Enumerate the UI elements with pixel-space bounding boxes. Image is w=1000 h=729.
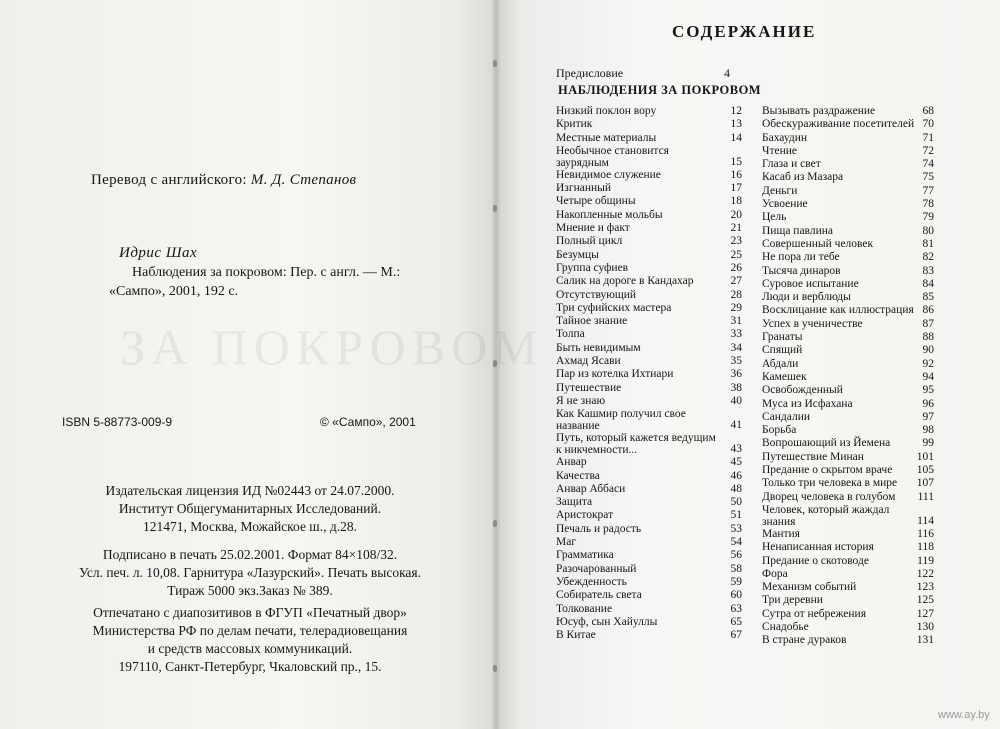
toc-entry <box>556 195 742 208</box>
toc-entry-title: Касаб из Мазара <box>762 171 844 184</box>
toc-entry-page: 72 <box>922 144 934 157</box>
toc-entry <box>556 408 742 432</box>
toc-entry-title: Суровое испытание <box>762 277 859 290</box>
toc-entry <box>556 275 742 288</box>
toc-entry-title: Невидимое служение <box>556 168 661 181</box>
toc-entry <box>556 169 742 182</box>
toc-entry <box>556 470 742 483</box>
toc-entry-title: Изгнанный <box>556 182 612 195</box>
toc-entry-page: 88 <box>922 331 934 344</box>
toc-title: СОДЕРЖАНИЕ <box>672 22 817 41</box>
toc-entry-title: Чтение <box>762 144 798 157</box>
toc-entry-page: 107 <box>916 477 934 490</box>
toc-entry <box>762 118 934 131</box>
printer-block <box>60 604 440 676</box>
toc-entry <box>762 555 934 568</box>
printer-line: Отпечатано с диапозитивов в ФГУП «Печатный двор» <box>93 605 407 620</box>
toc-entry-page: 50 <box>730 496 742 509</box>
toc-entry-title: Восклицание как иллюстрация <box>762 304 914 317</box>
toc-entry <box>762 621 934 634</box>
toc-entry-page: 83 <box>922 264 934 277</box>
toc-entry-title: Абдали <box>762 357 799 370</box>
toc-entry-title: Убежденность <box>556 575 627 588</box>
toc-entry <box>556 289 742 302</box>
toc-entry <box>762 464 934 477</box>
toc-entry-page: 38 <box>730 381 742 394</box>
toc-entry <box>762 528 934 541</box>
toc-entry <box>762 291 934 304</box>
toc-entry-title: Собиратель света <box>556 589 642 602</box>
toc-entry-page: 87 <box>922 317 934 330</box>
toc-entry <box>556 456 742 469</box>
toc-entry-title: Как Кашмир получил свое название <box>556 408 686 433</box>
toc-entry-page: 94 <box>922 370 934 383</box>
toc-entry-title: Салик на дороге в Кандахар <box>556 275 694 288</box>
toc-entry <box>762 634 934 647</box>
toc-entry <box>762 451 934 464</box>
toc-entry-page: 95 <box>922 384 934 397</box>
toc-entry-page: 97 <box>922 410 934 423</box>
toc-entry-page: 125 <box>916 594 934 607</box>
section-heading: НАБЛЮДЕНИЯ ЗА ПОКРОВОМ <box>558 83 762 97</box>
toc-entry-page: 43 <box>730 442 742 455</box>
toc-entry-title: Сандалии <box>762 410 811 423</box>
toc-entry <box>556 549 742 562</box>
toc-entry-title: Необычное становится заурядным <box>556 144 669 169</box>
toc-entry-title: Не пора ли тебе <box>762 251 840 264</box>
toc-entry-page: 35 <box>730 355 742 368</box>
toc-entry <box>762 278 934 291</box>
toc-entry-title: Снадобье <box>762 620 809 633</box>
toc-entry-title: Спящий <box>762 344 803 357</box>
toc-entry-title: Обескураживание посетителей <box>762 118 915 131</box>
toc-entry <box>556 368 742 381</box>
toc-entry <box>556 382 742 395</box>
toc-entry-page: 25 <box>730 248 742 261</box>
toc-entry-title: Гранаты <box>762 331 803 344</box>
toc-entry <box>762 265 934 278</box>
printer-line: 197110, Санкт-Петербург, Чкаловский пр., 15. <box>118 659 382 674</box>
toc-entry-page: 45 <box>730 456 742 469</box>
toc-entry <box>762 504 934 528</box>
toc-entry-title: Цель <box>762 211 787 224</box>
toc-entry-page: 51 <box>730 509 742 522</box>
spine-stitch <box>493 60 497 67</box>
toc-entry-title: Мантия <box>762 527 800 540</box>
site-watermark: www.ay.by <box>938 709 990 721</box>
toc-entry-page: 20 <box>730 208 742 221</box>
toc-entry <box>556 589 742 602</box>
toc-entry <box>556 432 742 456</box>
toc-entry-title: Местные материалы <box>556 131 657 144</box>
toc-entry-page: 68 <box>922 105 934 117</box>
toc-entry-page: 12 <box>730 105 742 117</box>
toc-entry <box>762 238 934 251</box>
toc-entry-title: Качества <box>556 469 600 482</box>
license-line: 121471, Москва, Можайское ш., д.28. <box>143 519 357 534</box>
toc-entry-title: Пар из котелка Ихтиари <box>556 368 674 381</box>
toc-entry-title: Полный цикл <box>556 235 623 248</box>
toc-entry-page: 71 <box>922 131 934 144</box>
spine-stitch <box>493 205 497 212</box>
toc-entry-page: 92 <box>922 357 934 370</box>
toc-entry <box>762 171 934 184</box>
toc-entry-title: В стране дураков <box>762 634 847 647</box>
toc-entry-title: Только три человека в мире <box>762 477 898 490</box>
toc-entry-title: В Китае <box>556 629 596 642</box>
toc-entry-page: 131 <box>916 634 934 647</box>
toc-entry-page: 65 <box>730 615 742 628</box>
toc-entry <box>556 536 742 549</box>
toc-entry-title: Человек, который жаждал знания <box>762 503 890 528</box>
toc-entry-title: Критик <box>556 118 593 131</box>
toc-entry <box>762 105 934 118</box>
toc-entry-page: 105 <box>916 464 934 477</box>
toc-entry <box>762 424 934 437</box>
toc-entry-title: Освобожденный <box>762 384 843 397</box>
translator-line <box>91 172 356 189</box>
toc-entry-page: 116 <box>917 527 934 540</box>
toc-entry-title: Тайное знание <box>556 315 628 328</box>
toc-entry <box>762 211 934 224</box>
license-block <box>60 482 440 536</box>
toc-entry <box>556 395 742 408</box>
toc-entry <box>556 629 742 642</box>
toc-entry <box>556 496 742 509</box>
toc-entry-page: 46 <box>730 469 742 482</box>
toc-entry-page: 58 <box>730 562 742 575</box>
toc-entry <box>762 358 934 371</box>
toc-entry-page: 23 <box>730 235 742 248</box>
isbn-number: ISBN 5-88773-009-9 <box>62 415 173 429</box>
toc-entry-page: 63 <box>730 602 742 615</box>
toc-entry-page: 85 <box>922 291 934 304</box>
toc-entry <box>556 105 742 118</box>
toc-entry-page: 119 <box>917 554 934 567</box>
toc-entry-title: Пища павлина <box>762 224 833 237</box>
toc-entry <box>556 182 742 195</box>
toc-entry <box>762 398 934 411</box>
toc-entry-title: Успех в ученичестве <box>762 317 863 330</box>
license-line: Издательская лицензия ИД №02443 от 24.07.2000. <box>105 483 395 498</box>
toc-entry-page: 96 <box>922 397 934 410</box>
toc-entry <box>556 509 742 522</box>
toc-entry-page: 16 <box>730 168 742 181</box>
toc-entry-page: 74 <box>922 158 934 171</box>
toc-entry-page: 15 <box>730 155 742 168</box>
toc-entry-page: 31 <box>730 315 742 328</box>
toc-entry-title: Толкование <box>556 602 613 615</box>
printer-line: Министерства РФ по делам печати, телерадиовещания <box>92 623 408 638</box>
spine-stitch <box>493 520 497 527</box>
toc-entry-title: Маг <box>556 536 577 549</box>
toc-entry-page: 122 <box>916 567 934 580</box>
toc-entry-title: Группа суфиев <box>556 261 629 274</box>
bibliographic-line-1: Наблюдения за покровом: Пер. с англ. — М.: <box>132 265 401 280</box>
toc-entry-title: Защита <box>556 496 593 509</box>
toc-entry-page: 14 <box>730 131 742 144</box>
toc-entry-title: Сутра от небрежения <box>762 607 866 620</box>
toc-entry-page: 29 <box>730 301 742 314</box>
author-name: Идрис Шах <box>119 245 198 261</box>
toc-entry <box>762 491 934 504</box>
toc-entry <box>762 225 934 238</box>
toc-entry-page: 118 <box>917 541 934 554</box>
toc-entry-page: 86 <box>922 304 934 317</box>
toc-entry-title: Толпа <box>556 328 585 341</box>
toc-entry <box>762 384 934 397</box>
toc-left-column <box>556 105 742 642</box>
toc-entry <box>762 594 934 607</box>
toc-entry-page: 82 <box>922 251 934 264</box>
toc-entry <box>762 568 934 581</box>
toc-entry <box>762 132 934 145</box>
toc-entry <box>762 608 934 621</box>
toc-entry-title: Борьба <box>762 424 797 437</box>
toc-entry-page: 60 <box>730 589 742 602</box>
toc-entry-title: Печаль и радость <box>556 522 642 535</box>
toc-entry-title: Три суфийских мастера <box>556 301 672 314</box>
toc-entry-page: 56 <box>730 549 742 562</box>
toc-entry-page: 90 <box>922 344 934 357</box>
toc-entry-title: Предание о скрытом враче <box>762 464 893 477</box>
toc-right-column <box>762 105 934 648</box>
translator-label: Перевод с английского: <box>91 172 247 188</box>
toc-entry-title: Разочарованный <box>556 562 637 575</box>
toc-entry <box>762 318 934 331</box>
toc-entry-title: Глаза и свет <box>762 158 821 171</box>
toc-entry-page: 111 <box>917 490 934 503</box>
toc-entry-page: 70 <box>922 118 934 131</box>
toc-entry <box>762 198 934 211</box>
printer-line: и средств массовых коммуникаций. <box>147 641 353 656</box>
toc-entry <box>556 222 742 235</box>
toc-entry-page: 40 <box>730 394 742 407</box>
toc-entry <box>556 483 742 496</box>
print-info-line: Тираж 5000 экз.Заказ № 389. <box>167 583 333 598</box>
toc-entry-title: Муса из Исфахана <box>762 397 853 410</box>
toc-entry-page: 78 <box>922 198 934 211</box>
toc-entry <box>556 315 742 328</box>
toc-entry-page: 21 <box>730 222 742 235</box>
toc-entry-page: 17 <box>730 182 742 195</box>
toc-entry-page: 127 <box>916 607 934 620</box>
toc-entry-page: 75 <box>922 171 934 184</box>
toc-entry-title: Мнение и факт <box>556 222 630 235</box>
toc-entry-page: 79 <box>922 211 934 224</box>
toc-entry <box>556 523 742 536</box>
toc-entry-page: 18 <box>730 195 742 208</box>
toc-entry-title: Три деревни <box>762 594 823 607</box>
toc-entry-page: 34 <box>730 341 742 354</box>
toc-entry-page: 99 <box>922 437 934 450</box>
toc-entry <box>762 371 934 384</box>
toc-entry-title: Механизм событий <box>762 581 857 594</box>
toc-entry <box>556 355 742 368</box>
print-info-block <box>60 546 440 600</box>
toc-entry-page: 130 <box>916 620 934 633</box>
toc-entry-title: Совершенный человек <box>762 237 874 250</box>
toc-entry-title: Быть невидимым <box>556 341 641 354</box>
toc-entry-title: Ненаписанная история <box>762 541 874 554</box>
toc-entry-title: Путь, который кажется ведущим к никчемности... <box>556 432 716 457</box>
toc-entry-title: Ахмад Ясави <box>556 355 621 368</box>
toc-entry <box>556 616 742 629</box>
toc-entry <box>556 249 742 262</box>
toc-entry <box>556 118 742 131</box>
toc-entry-page: 33 <box>730 328 742 341</box>
toc-entry-title: Низкий поклон вору <box>556 105 657 117</box>
toc-entry-page: 80 <box>922 224 934 237</box>
toc-entry <box>556 235 742 248</box>
toc-entry-title: Накопленные мольбы <box>556 208 663 221</box>
toc-entry-page: 81 <box>922 237 934 250</box>
toc-entry-title: Вопрошающий из Йемена <box>762 437 891 450</box>
toc-entry <box>556 328 742 341</box>
toc-entry-title: Анвар <box>556 456 587 469</box>
toc-entry-page: 67 <box>730 629 742 642</box>
toc-entry <box>556 209 742 222</box>
toc-entry <box>762 145 934 158</box>
toc-entry-title: Анвар Аббаси <box>556 482 626 495</box>
preface-page-number: 4 <box>724 66 730 80</box>
toc-entry-page: 59 <box>730 575 742 588</box>
toc-entry-page: 101 <box>916 450 934 463</box>
toc-entry-page: 27 <box>730 275 742 288</box>
toc-entry <box>556 302 742 315</box>
toc-entry-page: 28 <box>730 288 742 301</box>
toc-entry-title: Юсуф, сын Хайуллы <box>556 615 658 628</box>
spine-stitch <box>493 665 497 672</box>
toc-entry-title: Четыре общины <box>556 195 636 208</box>
toc-entry-title: Камешек <box>762 370 807 383</box>
toc-entry-title: Отсутствующий <box>556 288 637 301</box>
toc-entry-title: Деньги <box>762 184 798 197</box>
toc-entry-page: 114 <box>917 514 934 527</box>
toc-entry <box>762 477 934 490</box>
toc-entry <box>556 262 742 275</box>
toc-entry-title: Аристократ <box>556 509 614 522</box>
toc-entry <box>762 304 934 317</box>
toc-entry <box>762 437 934 450</box>
toc-entry-title: Тысяча динаров <box>762 264 841 277</box>
toc-entry <box>762 541 934 554</box>
toc-entry <box>556 576 742 589</box>
toc-entry-page: 54 <box>730 536 742 549</box>
toc-entry-title: Грамматика <box>556 549 614 562</box>
toc-entry-title: Путешествие Минан <box>762 450 864 463</box>
toc-entry-title: Люди и верблюды <box>762 291 851 304</box>
toc-entry-page: 53 <box>730 522 742 535</box>
toc-entry-title: Вызывать раздражение <box>762 105 876 117</box>
toc-entry-page: 41 <box>730 418 742 431</box>
toc-entry-page: 48 <box>730 482 742 495</box>
copyright-notice: © «Сампо», 2001 <box>320 415 416 429</box>
toc-entry <box>556 342 742 355</box>
toc-entry <box>762 251 934 264</box>
preface-label: Предисловие <box>556 66 624 80</box>
toc-entry-page: 123 <box>916 581 934 594</box>
toc-entry <box>762 411 934 424</box>
toc-entry-page: 26 <box>730 261 742 274</box>
toc-entry-title: Усвоение <box>762 198 808 211</box>
toc-entry <box>762 331 934 344</box>
license-line: Институт Общегуманитарных Исследований. <box>118 501 382 516</box>
toc-entry-title: Предание о скотоводе <box>762 554 869 567</box>
toc-entry <box>556 563 742 576</box>
toc-entry <box>556 603 742 616</box>
toc-entry <box>762 581 934 594</box>
toc-entry-title: Путешествие <box>556 381 622 394</box>
toc-entry <box>556 145 742 169</box>
show-through-bleed: ЗА ПОКРОВОМ <box>120 319 544 375</box>
bibliographic-line-2: «Сампо», 2001, 192 с. <box>109 284 239 299</box>
toc-entry <box>762 185 934 198</box>
toc-entry-page: 77 <box>922 184 934 197</box>
toc-entry-page: 13 <box>730 118 742 131</box>
toc-entry <box>762 344 934 357</box>
print-info-line: Усл. печ. л. 10,08. Гарнитура «Лазурский». Печать высокая. <box>78 565 422 580</box>
toc-entry-title: Бахаудин <box>762 131 808 144</box>
toc-entry-title: Дворец человека в голубом <box>762 490 896 503</box>
toc-entry-title: Безумцы <box>556 248 599 261</box>
toc-entry-title: Фора <box>762 567 788 580</box>
toc-entry-page: 36 <box>730 368 742 381</box>
toc-entry-title: Я не знаю <box>556 394 606 407</box>
toc-entry-page: 84 <box>922 277 934 290</box>
toc-entry <box>556 132 742 145</box>
print-info-line: Подписано в печать 25.02.2001. Формат 84×108/32. <box>102 547 398 562</box>
toc-entry-page: 98 <box>922 424 934 437</box>
translator-name: М. Д. Степанов <box>250 172 357 188</box>
toc-entry <box>762 158 934 171</box>
